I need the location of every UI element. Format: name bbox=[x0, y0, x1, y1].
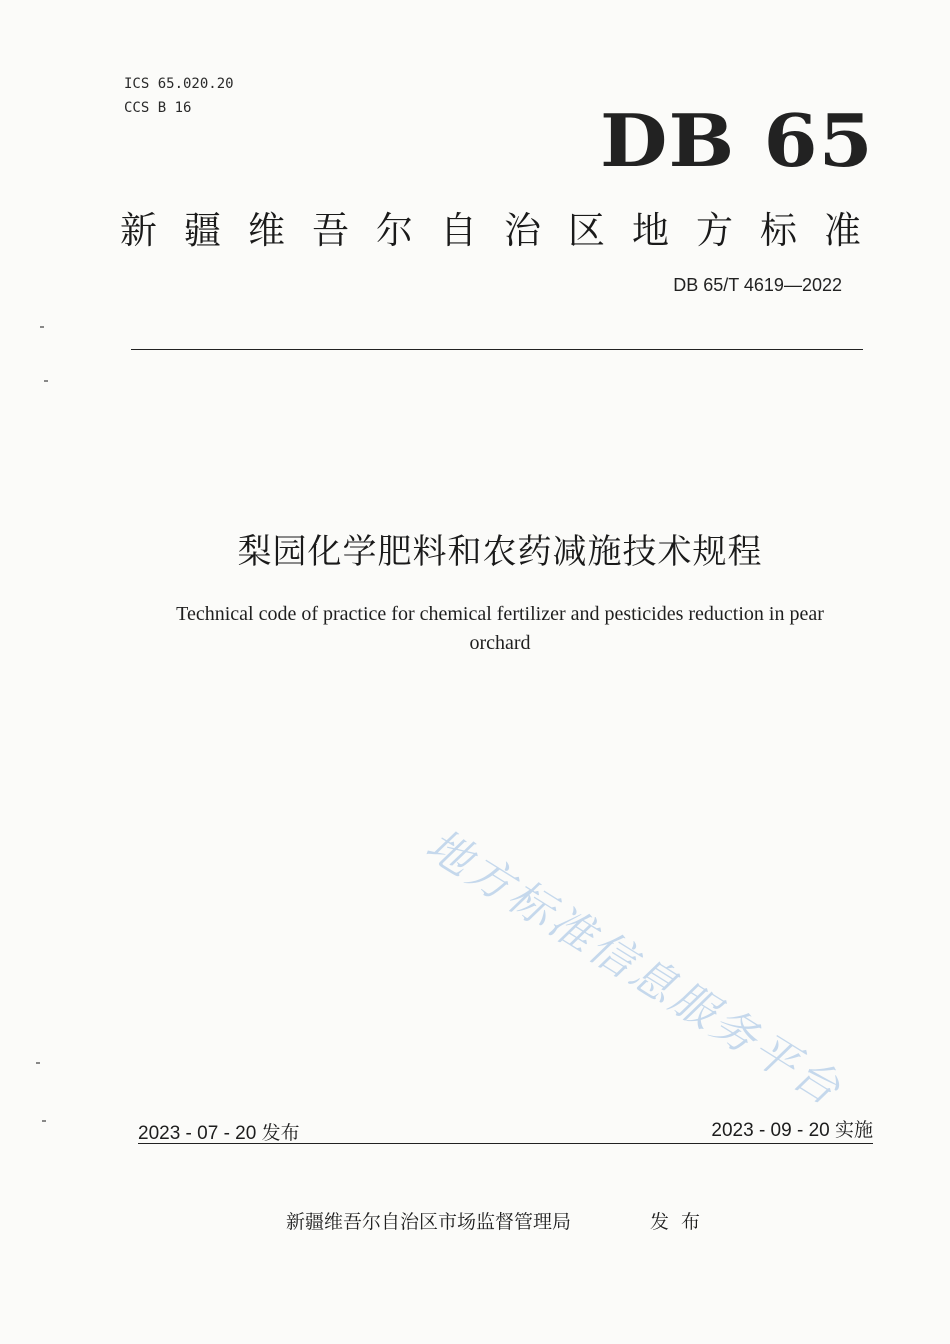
scan-speck bbox=[42, 1120, 46, 1122]
issue-date: 2023 - 07 - 20 发布 bbox=[138, 1123, 300, 1144]
scan-speck bbox=[44, 380, 48, 382]
ccs-code: CCS B 16 bbox=[124, 100, 192, 116]
standard-type-heading: 新疆维吾尔自治区地方标准 bbox=[120, 209, 888, 252]
bottom-divider bbox=[138, 1143, 873, 1144]
ics-code: ICS 65.020.20 bbox=[124, 76, 234, 92]
publish-label: 发布 bbox=[650, 1211, 713, 1233]
top-divider bbox=[131, 349, 863, 350]
db-logo: DB 65 bbox=[600, 98, 874, 183]
title-chinese: 梨园化学肥料和农药减施技术规程 bbox=[237, 532, 763, 572]
scan-speck bbox=[36, 1062, 40, 1064]
watermark: 地方标准信息服务平台 bbox=[417, 819, 852, 1117]
title-english: Technical code of practice for chemical fertilizer and pesticides reduction in pear orchard bbox=[176, 603, 824, 654]
standard-number: DB 65/T 4619—2022 bbox=[673, 275, 842, 295]
scan-speck bbox=[40, 326, 44, 328]
issuing-authority: 新疆维吾尔自治区市场监督管理局 bbox=[286, 1211, 572, 1233]
implementation-date: 2023 - 09 - 20 实施 bbox=[711, 1120, 873, 1141]
